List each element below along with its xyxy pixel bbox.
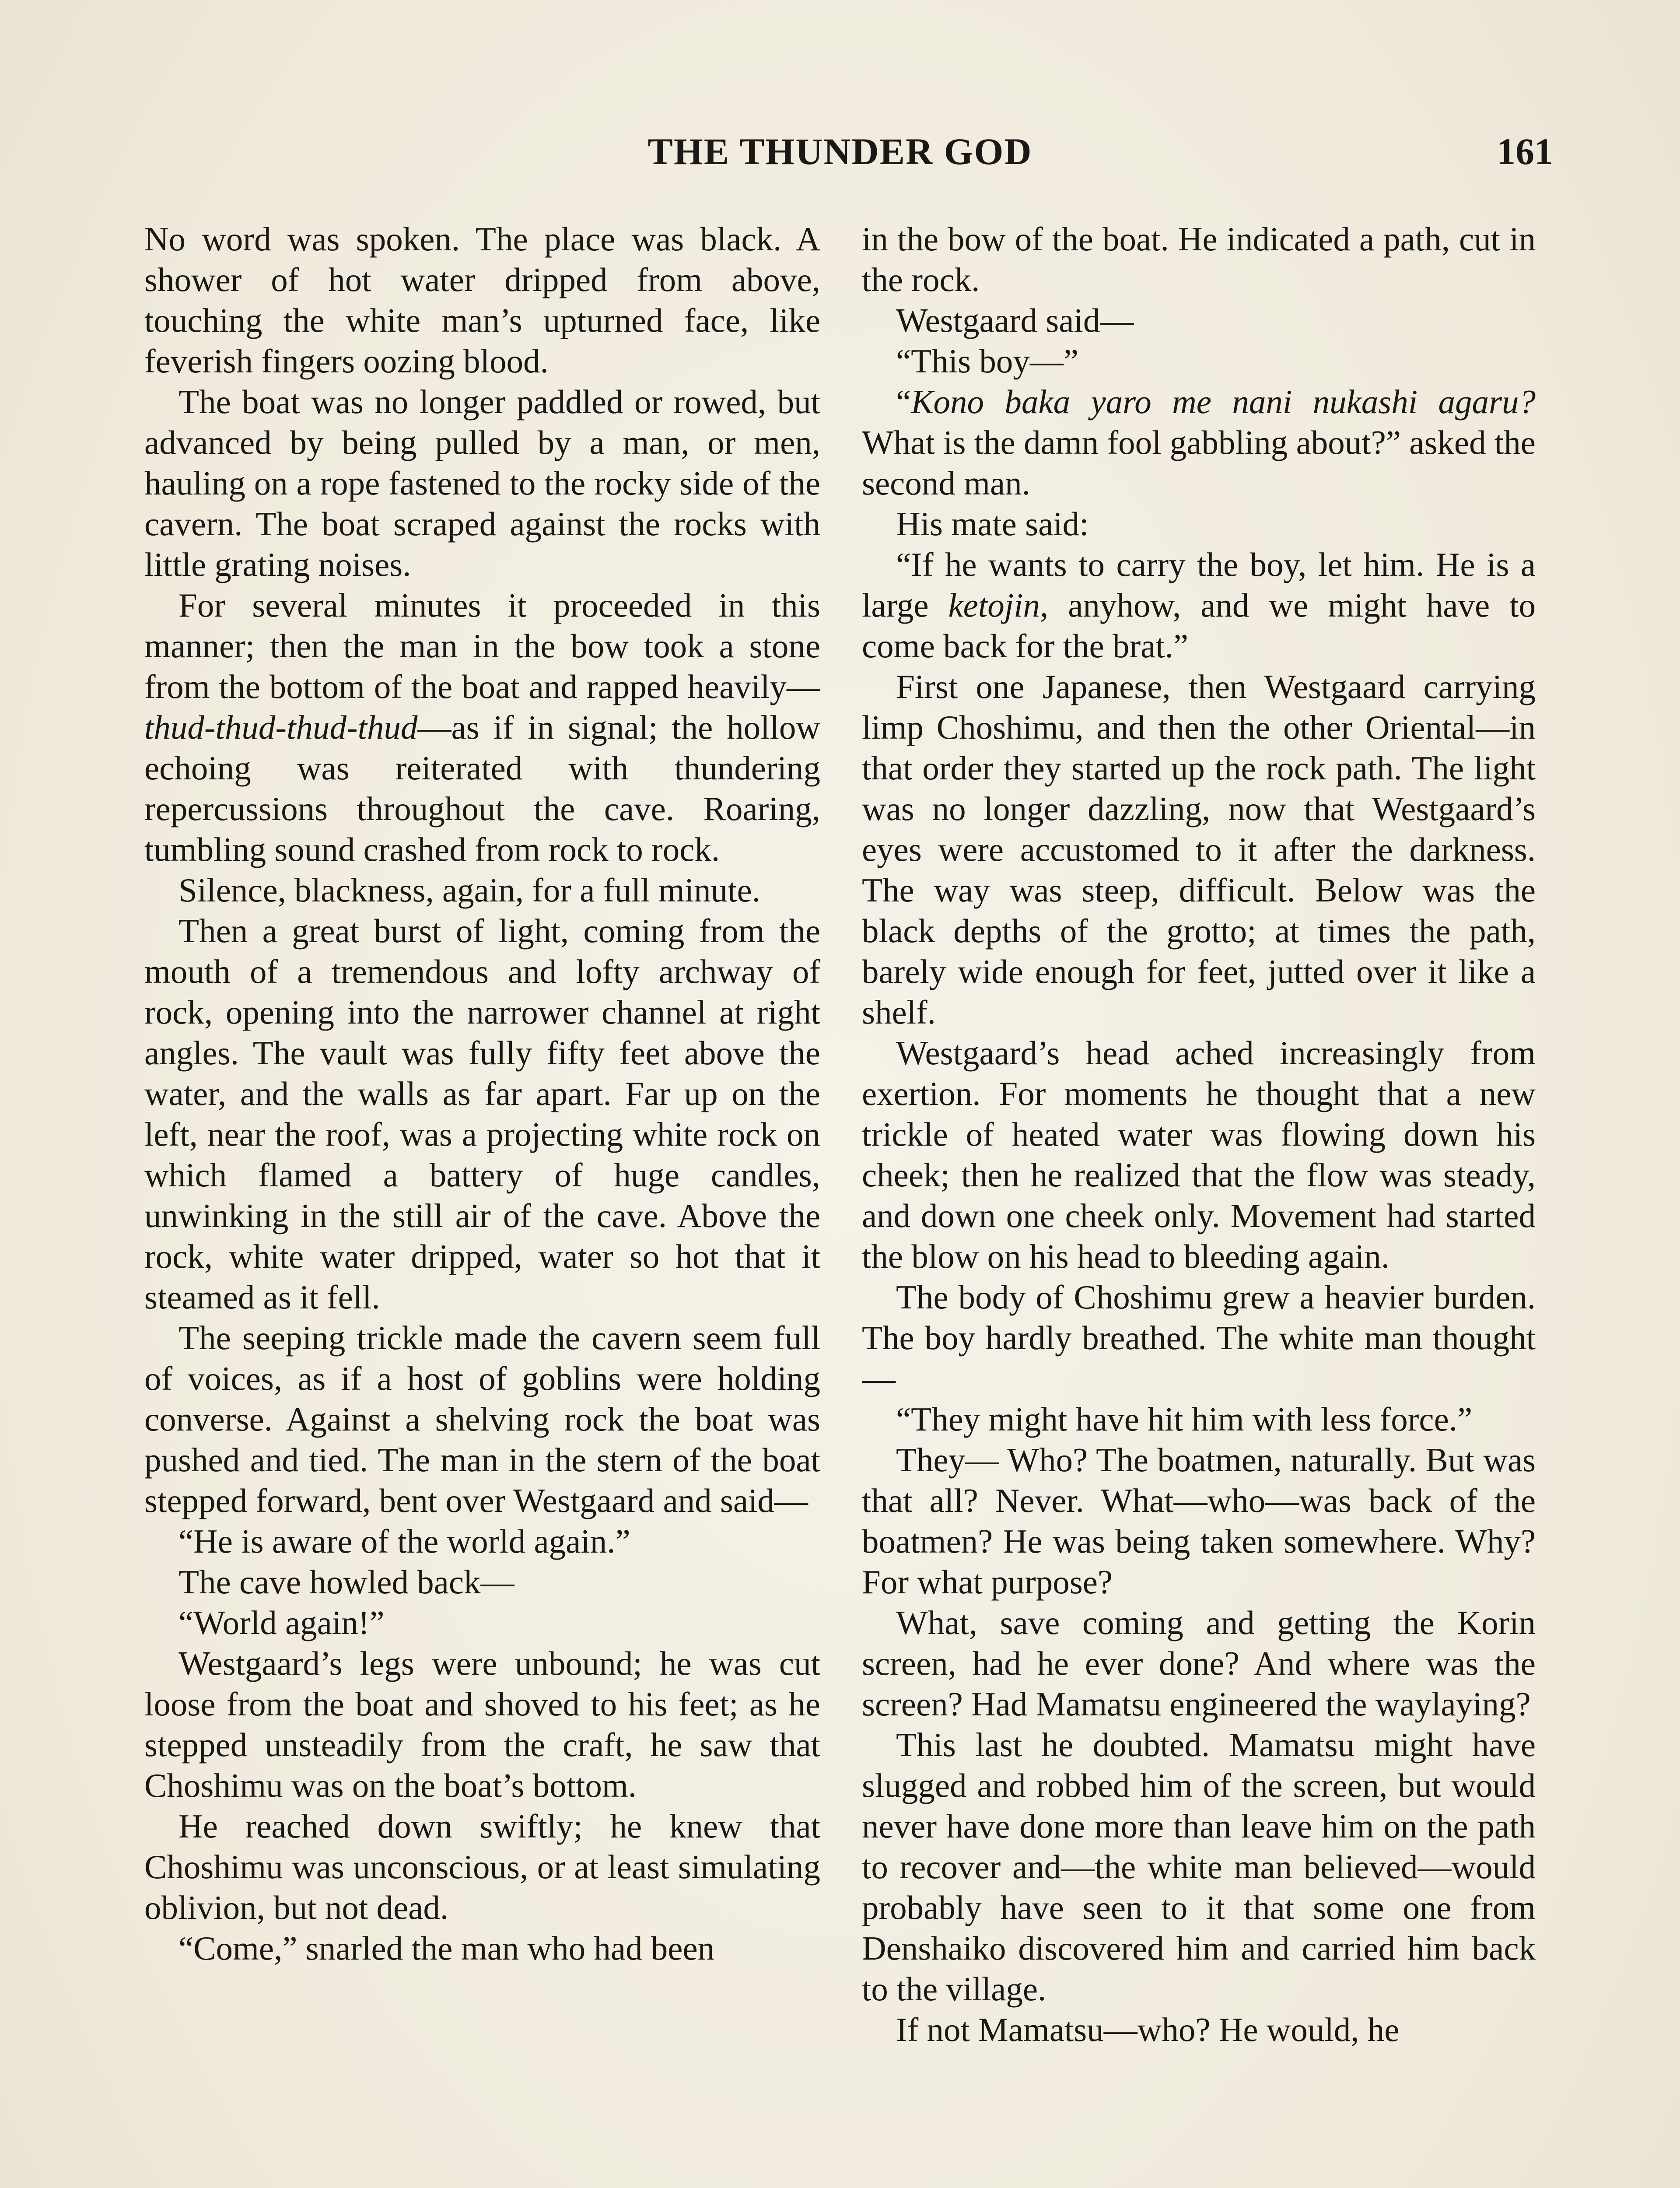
- paragraph: The seeping trickle made the cavern seem full of voices, as if a host of goblins were holding converse. Against a shelving rock the boat was pushed and tied. The man in the stern of the boat stepped forward, bent over Westgaard and said—: [144, 1319, 820, 1519]
- paragraph: “If he wants to carry the boy, let him. He is a large ketojin, anyhow, and we might have to come back for the brat.”: [862, 546, 1536, 665]
- paragraph: Silence, blackness, again, for a full minute.: [178, 871, 760, 909]
- paragraph: in the bow of the boat. He indicated a path, cut in the rock.: [862, 220, 1536, 298]
- paragraph: No word was spoken. The place was black. A shower of hot water dripped from above, touching the white man’s upturned face, like feverish fingers oozing blood.: [144, 220, 820, 380]
- paragraph: What, save coming and getting the Korin screen, had he ever done? And where was the screen? Had Mamatsu engineered the waylaying?: [862, 1604, 1536, 1723]
- paragraph: Then a great burst of light, coming from the mouth of a tremendous and lofty archway of rock, opening into the narrower channel at right angles. The vault was fully fifty feet above the water, and the walls as far apart. Far up on the left, near the roof, was a projecting white rock on which flamed a battery of huge candles, unwinking in the still air of the cave. Above the rock, white water dripped, water so hot that it steamed as it fell.: [144, 912, 820, 1316]
- paragraph: This last he doubted. Mamatsu might have slugged and robbed him of the screen, but would never have done more than leave him on the path to recover and—the white man believed—would probably have seen to it that some one from Denshaiko discovered him and carried him back to the village.: [862, 1726, 1536, 2008]
- running-header-title: THE THUNDER GOD: [648, 130, 1032, 172]
- left-text-column: [144, 219, 820, 2188]
- paragraph: First one Japanese, then Westgaard carrying limp Choshimu, and then the other Oriental—in that order they started up the rock path. The light was no longer dazzling, now that Westgaard’s eyes were accustomed to it after the darkness. The way was steep, difficult. Below was the black depths of the grotto; at times the path, barely wide enough for feet, jutted over it like a shelf.: [862, 668, 1536, 1031]
- page-number: 161: [1497, 130, 1553, 172]
- paragraph: The cave howled back—: [178, 1563, 514, 1601]
- paragraph: The body of Choshimu grew a heavier burden. The boy hardly breathed. The white man thought—: [862, 1278, 1536, 1397]
- paragraph: The boat was no longer paddled or rowed, but advanced by being pulled by a man, or men, hauling on a rope fastened to the rocky side of the cavern. The boat scraped against the rocks with little grating noises.: [144, 383, 820, 583]
- paragraph: Westgaard’s head ached increasingly from exertion. For moments he thought that a new trickle of heated water was flowing down his cheek; then he realized that the flow was steady, and down one cheek only. Movement had started the blow on his head to bleeding again.: [862, 1034, 1536, 1275]
- paragraph: “Kono baka yaro me nani nukashi agaru? What is the damn fool gabbling about?” asked the second man.: [862, 383, 1536, 502]
- paragraph: “This boy—”: [896, 342, 1078, 380]
- paragraph: They— Who? The boatmen, naturally. But was that all? Never. What—who—was back of the boatmen? He was being taken somewhere. Why? For what purpose?: [862, 1441, 1536, 1601]
- paragraph: If not Mamatsu—who? He would, he: [896, 2011, 1400, 2048]
- paragraph: “He is aware of the world again.”: [178, 1522, 630, 1560]
- paragraph: Westgaard’s legs were unbound; he was cut loose from the boat and shoved to his feet; as he stepped unsteadily from the craft, he saw that Choshimu was on the boat’s bottom.: [144, 1645, 820, 1804]
- paragraph: Westgaard said—: [896, 302, 1134, 339]
- paragraph: His mate said:: [896, 505, 1089, 543]
- paragraph: For several minutes it proceeded in this manner; then the man in the bow took a stone from the bottom of the boat and rapped heavily—thud-thud-thud-thud—as if in signal; the hollow echoing was reiterated with thundering repercussions throughout the cave. Roaring, tumbling sound crashed from rock to rock.: [144, 586, 820, 868]
- right-text-column: [862, 219, 1536, 2188]
- paragraph: “Come,” snarled the man who had been: [178, 1929, 715, 1967]
- paragraph: He reached down swiftly; he knew that Choshimu was unconscious, or at least simulating oblivion, but not dead.: [144, 1807, 820, 1926]
- paragraph: “World again!”: [178, 1604, 385, 1641]
- paragraph: “They might have hit him with less force.”: [896, 1400, 1473, 1438]
